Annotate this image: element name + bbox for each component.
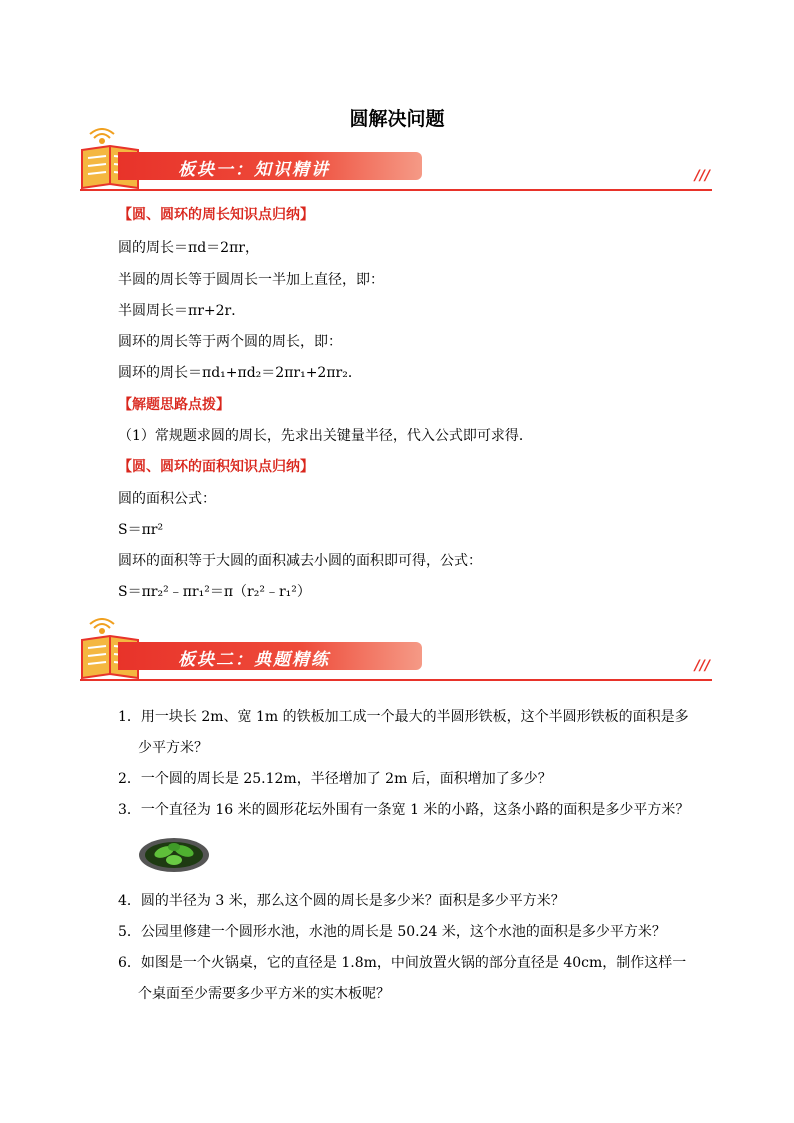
text-line: 圆环的周长＝πd₁+πd₂＝2πr₁+2πr₂． — [118, 365, 362, 381]
question-6-cont: 个桌面至少需要多少平方米的实木板呢？ — [138, 986, 390, 1002]
question-1: 1．用一块长 2m、宽 1m 的铁板加工成一个最大的半圆形铁板，这个半圆形铁板的面积是多 — [118, 709, 689, 725]
text-line: （1）常规题求圆的周长，先求出关键量半径，代入公式即可求得． — [118, 428, 533, 444]
text-line: 半圆周长＝πr+2r． — [118, 303, 246, 319]
text-line: 圆环的周长等于两个圆的周长，即： — [118, 334, 342, 350]
text-line: 圆的面积公式： — [118, 491, 216, 507]
text-line: 圆环的面积等于大圆的面积减去小圆的面积即可得，公式： — [118, 553, 482, 569]
question-6: 6．如图是一个火锅桌，它的直径是 1.8m，中间放置火锅的部分直径是 40cm，制作这样一 — [118, 955, 687, 971]
section-bar-1 — [118, 152, 422, 180]
heading-perimeter: 【圆、圆环的周长知识点归纳】 — [118, 207, 314, 223]
heading-tips: 【解题思路点拨】 — [118, 397, 230, 413]
section-label-2: 板块二：典题精练 — [178, 650, 330, 670]
question-3: 3．一个直径为 16 米的圆形花坛外围有一条宽 1 米的小路，这条小路的面积是多少平方米？ — [118, 802, 690, 818]
flower-bed-image — [138, 836, 210, 874]
section-banner-2 — [80, 618, 712, 688]
question-2: 2．一个圆的周长是 25.12m，半径增加了 2m 后，面积增加了多少？ — [118, 771, 552, 787]
text-line: 圆的周长＝πd＝2πr， — [118, 240, 259, 256]
section-divider-1 — [80, 189, 712, 191]
section-label-1: 板块一：知识精讲 — [178, 160, 330, 180]
page-title: 圆解决问题 — [349, 108, 445, 130]
section-slashes-2: /// — [694, 658, 710, 674]
section-banner-1 — [80, 128, 712, 198]
formula-line: S＝πr² — [118, 522, 164, 538]
question-5: 5．公园里修建一个圆形水池，水池的周长是 50.24 米，这个水池的面积是多少平方米？ — [118, 924, 666, 940]
section-bar-2 — [118, 642, 422, 670]
question-1-cont: 少平方米？ — [138, 740, 208, 756]
heading-area: 【圆、圆环的面积知识点归纳】 — [118, 459, 314, 475]
section-divider-2 — [80, 679, 712, 681]
question-4: 4．圆的半径为 3 米，那么这个圆的周长是多少米？面积是多少平方米？ — [118, 893, 565, 909]
text-line: 半圆的周长等于圆周长一半加上直径，即： — [118, 272, 384, 288]
section-slashes-1: /// — [694, 168, 710, 184]
formula-line: S＝πr₂²﹣πr₁²＝π（r₂²﹣r₁²） — [118, 584, 311, 600]
